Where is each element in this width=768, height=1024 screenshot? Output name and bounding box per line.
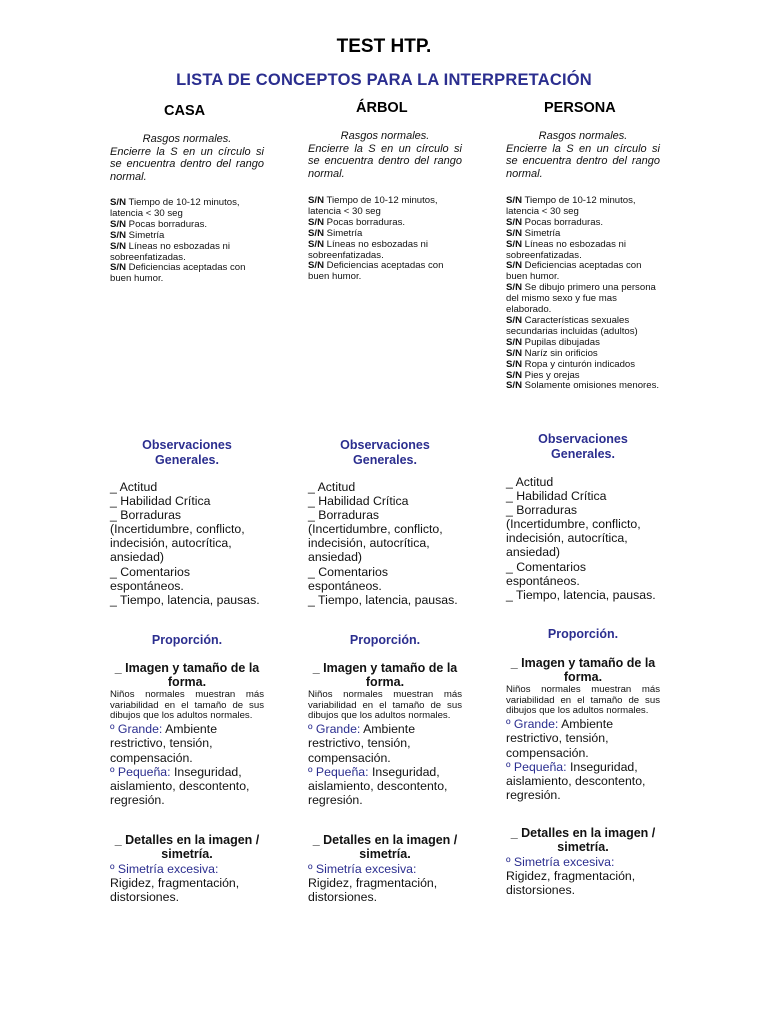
- list-item: _ Habilidad Crítica: [110, 494, 211, 509]
- list-item: _ Tiempo, latencia, pausas.: [506, 587, 656, 602]
- list-item: S/N Ropa y cinturón indicados: [506, 358, 636, 370]
- intro-instruction: Encierre la S en un círculo si se encuentra dentro del rango normal.: [110, 145, 264, 183]
- list-item: _ Tiempo, latencia, pausas.: [308, 592, 458, 607]
- list-item: S/N Simetría: [308, 227, 363, 239]
- intro-instruction: Encierre la S en un círculo si se encuentra dentro del rango normal.: [308, 142, 462, 180]
- list-item: S/N Pocas borraduras.: [308, 216, 406, 228]
- casa-proportion-heading: Proporción.: [151, 633, 223, 647]
- list-item: S/N Simetría: [506, 227, 561, 239]
- list-item: _ Habilidad Crítica: [308, 494, 409, 509]
- list-item: _ Actitud: [506, 475, 554, 489]
- image-size-heading: _ Imagen y tamaño de la forma.: [510, 656, 656, 685]
- list-item: S/N Características sexuales secundarias incluidas (adultos): [506, 314, 638, 337]
- arbol-detail-section: [308, 833, 462, 904]
- pequena-item: º Pequeña: Inseguridad, aislamiento, descontento, regresión.: [110, 764, 250, 807]
- list-item: S/N Naríz sin orificios: [506, 347, 598, 359]
- column-heading-persona: PERSONA: [544, 100, 616, 116]
- list-item: S/N Pocas borraduras.: [506, 216, 604, 228]
- list-item: S/N Deficiencias aceptadas con buen humor.: [110, 262, 246, 285]
- list-item: S/N Simetría: [110, 229, 165, 241]
- list-item: S/N Pocas borraduras.: [110, 218, 208, 230]
- image-size-note: Niños normales muestran más variabilidad en el tamaño de sus dibujos que los adultos normales.: [308, 688, 462, 722]
- simetria-item: º Simetría excesiva: Rigidez, fragmentación, distorsiones.: [506, 854, 636, 897]
- arbol-checklist: [308, 196, 462, 283]
- list-item: _ Comentarios espontáneos.: [506, 559, 586, 588]
- list-item: S/N Se dibujo primero una persona del mismo sexo y fue mas elaborado.: [506, 282, 656, 316]
- simetria-item: º Simetría excesiva: Rigidez, fragmentación, distorsiones.: [308, 861, 438, 904]
- document-title: TEST HTP.: [336, 36, 432, 57]
- persona-observations-list: [506, 475, 660, 602]
- list-item: S/N Deficiencias aceptadas con buen humor.: [308, 260, 444, 283]
- grande-item: º Grande: Ambiente restrictivo, tensión, compensación.: [308, 722, 416, 765]
- arbol-observations-heading: Observaciones Generales.: [340, 438, 430, 467]
- persona-checklist: [506, 196, 660, 392]
- pequena-item: º Pequeña: Inseguridad, aislamiento, descontento, regresión.: [506, 759, 646, 802]
- arbol-intro: [308, 130, 462, 180]
- list-item: S/N Pupilas dibujadas: [506, 336, 600, 348]
- arbol-observations-list: [308, 480, 462, 607]
- list-item: S/N Tiempo de 10-12 minutos, latencia < 30 seg: [506, 195, 636, 217]
- casa-observations-heading: Observaciones Generales.: [142, 438, 232, 467]
- list-item: _ Actitud: [308, 480, 356, 494]
- list-item: S/N Líneas no esbozadas ni sobreenfatizadas.: [308, 238, 429, 261]
- intro-title: Rasgos normales.: [142, 133, 232, 145]
- casa-image-section: [110, 661, 264, 807]
- list-item: _ Tiempo, latencia, pausas.: [110, 592, 260, 607]
- persona-image-section: [506, 656, 660, 802]
- image-size-note: Niños normales muestran más variabilidad en el tamaño de sus dibujos que los adultos normales.: [506, 683, 660, 717]
- image-size-heading: _ Imagen y tamaño de la forma.: [114, 661, 260, 690]
- persona-detail-section: [506, 826, 660, 897]
- list-item: S/N Líneas no esbozadas ni sobreenfatizadas.: [506, 238, 627, 261]
- list-item: _ Borraduras (Incertidumbre, conflicto, indecisión, autocrítica, ansiedad): [506, 503, 641, 560]
- casa-intro: [110, 133, 264, 183]
- image-size-note: Niños normales muestran más variabilidad en el tamaño de sus dibujos que los adultos normales.: [110, 688, 264, 722]
- intro-instruction: Encierre la S en un círculo si se encuentra dentro del rango normal.: [506, 142, 660, 180]
- casa-observations-list: [110, 480, 264, 607]
- image-size-heading: _ Imagen y tamaño de la forma.: [312, 661, 458, 690]
- list-item: S/N Líneas no esbozadas ni sobreenfatizadas.: [110, 240, 231, 263]
- document-subtitle: LISTA DE CONCEPTOS PARA LA INTERPRETACIÓN: [176, 71, 592, 89]
- casa-checklist: [110, 198, 264, 285]
- list-item: S/N Pies y orejas: [506, 369, 580, 381]
- list-item: S/N Deficiencias aceptadas con buen humor.: [506, 260, 642, 283]
- list-item: _ Actitud: [110, 480, 158, 494]
- list-item: _ Habilidad Crítica: [506, 489, 607, 504]
- casa-detail-section: [110, 833, 264, 904]
- grande-item: º Grande: Ambiente restrictivo, tensión, compensación.: [506, 717, 614, 760]
- list-item: _ Borraduras (Incertidumbre, conflicto, indecisión, autocrítica, ansiedad): [110, 508, 245, 565]
- list-item: S/N Solamente omisiones menores.: [506, 380, 660, 392]
- arbol-proportion-heading: Proporción.: [349, 633, 421, 647]
- list-item: _ Borraduras (Incertidumbre, conflicto, indecisión, autocrítica, ansiedad): [308, 508, 443, 565]
- pequena-item: º Pequeña: Inseguridad, aislamiento, descontento, regresión.: [308, 764, 448, 807]
- detail-heading: _ Detalles en la imagen / simetría.: [312, 833, 458, 862]
- detail-heading: _ Detalles en la imagen / simetría.: [114, 833, 260, 862]
- simetria-item: º Simetría excesiva: Rigidez, fragmentación, distorsiones.: [110, 861, 240, 904]
- grande-item: º Grande: Ambiente restrictivo, tensión, compensación.: [110, 722, 218, 765]
- arbol-image-section: [308, 661, 462, 807]
- intro-title: Rasgos normales.: [340, 130, 430, 142]
- list-item: _ Comentarios espontáneos.: [308, 564, 388, 593]
- column-heading-arbol: ÁRBOL: [356, 100, 408, 116]
- persona-proportion-heading: Proporción.: [547, 627, 619, 641]
- list-item: S/N Tiempo de 10-12 minutos, latencia < 30 seg: [110, 197, 240, 219]
- column-heading-casa: CASA: [164, 103, 206, 119]
- list-item: S/N Tiempo de 10-12 minutos, latencia < 30 seg: [308, 195, 438, 217]
- intro-title: Rasgos normales.: [538, 130, 628, 142]
- detail-heading: _ Detalles en la imagen / simetría.: [510, 826, 656, 855]
- persona-intro: [506, 130, 660, 180]
- list-item: _ Comentarios espontáneos.: [110, 564, 190, 593]
- persona-observations-heading: Observaciones Generales.: [538, 432, 628, 461]
